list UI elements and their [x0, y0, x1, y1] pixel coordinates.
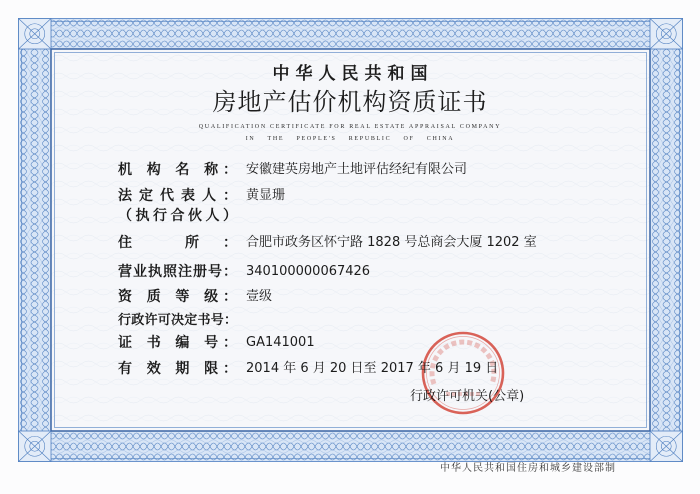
- field-row-business-license-no: [118, 263, 578, 281]
- field-label: 行政许可决定书号：: [118, 313, 237, 328]
- certificate-title: 房地产估价机构资质证书: [212, 88, 488, 116]
- field-label: 住 所：: [118, 235, 237, 251]
- field-label: 证 书 编 号：: [118, 335, 237, 351]
- field-label: 营业执照注册号：: [118, 264, 237, 280]
- english-title-line: QUALIFICATION CERTIFICATE FOR REAL ESTATE APPRAISAL COMPANY: [198, 124, 502, 130]
- corner-ornament: [650, 19, 683, 50]
- english-title-line: IN THE PEOPLE'S REPUBLIC OF CHINA: [245, 136, 455, 142]
- field-row-institution-name: [118, 161, 578, 179]
- field-label: 有 效 期 限：: [118, 361, 237, 377]
- field-label: 资 质 等 级：: [118, 289, 237, 305]
- field-row-legal-representative: [118, 187, 578, 205]
- field-value: 黄显珊: [246, 188, 286, 203]
- field-row-address: [118, 234, 578, 252]
- corner-ornament: [650, 431, 683, 462]
- field-value: GA141001: [246, 335, 315, 350]
- field-value: 340100000067426: [246, 264, 371, 279]
- field-label: 法定代表人：: [118, 188, 237, 204]
- field-row-permit-decision-no: [118, 312, 578, 330]
- issuing-authority-caption: 行政许可机关(公章): [410, 389, 525, 404]
- field-value: 壹级: [246, 289, 273, 304]
- field-row-validity-period: [118, 360, 578, 378]
- official-seal-stamp: [418, 328, 508, 418]
- issuing-country-heading: 中华人民共和国: [272, 64, 434, 84]
- corner-ornament: [19, 19, 52, 50]
- field-row-qualification-grade: [118, 288, 578, 306]
- field-value: 2014 年 6 月 20 日至 2017 年 6 月 19 日: [246, 361, 499, 376]
- producer-imprint: 中华人民共和国住房和城乡建设部制: [440, 463, 616, 474]
- field-value: 安徽建英房地产土地评估经纪有限公司: [246, 162, 468, 177]
- field-value: 合肥市政务区怀宁路 1828 号总商会大厦 1202 室: [246, 235, 537, 250]
- field-row-certificate-no: [118, 334, 578, 352]
- corner-ornament: [19, 431, 52, 462]
- field-sub-label: （执行合伙人）: [118, 208, 237, 224]
- field-row-legal-representative-sub: [118, 207, 578, 225]
- field-label: 机 构 名 称：: [118, 162, 237, 178]
